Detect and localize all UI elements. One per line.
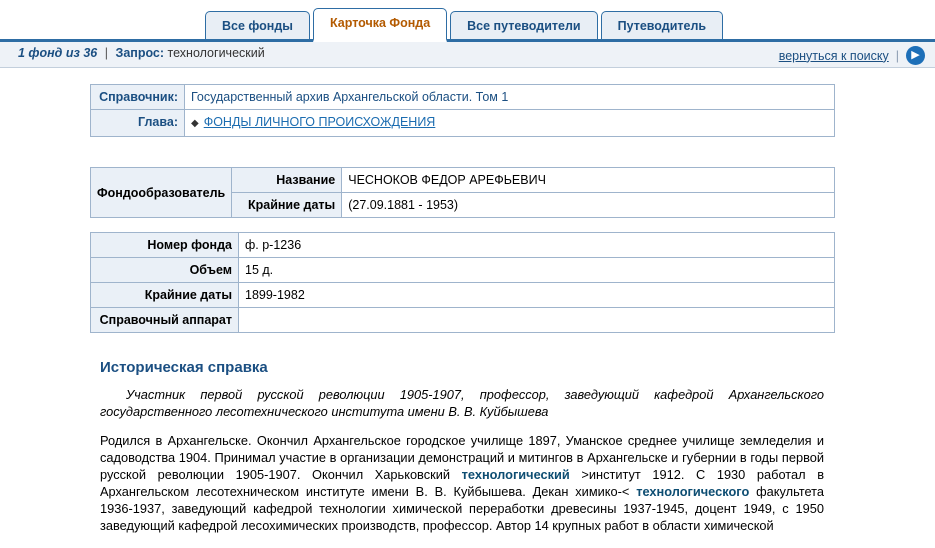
table-row-creator-name <box>91 168 835 193</box>
creator-dates-value: (27.09.1881 - 1953) <box>342 193 835 218</box>
result-count: 1 фонд из 36 <box>18 46 98 60</box>
tab-bar <box>0 0 935 42</box>
fund-apparatus-value <box>239 308 835 333</box>
fund-volume-label: Объем <box>91 258 239 283</box>
tab-list <box>205 8 723 39</box>
table-row-fund-dates <box>91 283 835 308</box>
creator-table <box>90 167 835 218</box>
fund-table <box>90 232 835 333</box>
reference-table <box>90 84 835 137</box>
back-to-search-link[interactable]: вернуться к поиску <box>778 48 889 63</box>
query-bar <box>0 42 935 68</box>
spacer-2 <box>90 218 885 232</box>
creator-label: Фондообразователь <box>91 168 232 218</box>
query-value: технологический <box>167 46 265 60</box>
chapter-label: Глава: <box>91 110 185 137</box>
bullet-icon: ◆ <box>191 118 199 129</box>
history-highlight-1: технологический <box>461 467 570 482</box>
backlink-separator: | <box>895 48 899 63</box>
tab-guide[interactable]: Путеводитель <box>601 11 723 39</box>
fund-number-label: Номер фонда <box>91 233 239 258</box>
tab-all-funds[interactable]: Все фонды <box>205 11 310 39</box>
creator-name-label: Название <box>232 168 342 193</box>
fund-dates-label: Крайние даты <box>91 283 239 308</box>
fund-apparatus-label: Справочный аппарат <box>91 308 239 333</box>
query-separator: | <box>104 46 108 60</box>
guide-label: Справочник: <box>91 85 185 110</box>
history-text-part1: Родился в Архангельске. Окончил Архангельское городское училище 1897, Уманское среднее училище земледелия и садоводства 1904. Принимал участие в организации демонстраций и митингов в Архангельске и губернии в годы первой русской революции 1905-1907. Окончил Харьковский <box>100 433 824 482</box>
history-lead: Участник первой русской революции 1905-1907, профессор, заведующий кафедрой Архангельского государственного лесотехнического института имени В. В. Куйбышева <box>100 387 824 419</box>
fund-dates-value: 1899-1982 <box>239 283 835 308</box>
history-text-part3: факультета 1936-1937, заведующий кафедрой технологии химической переработки древесины 1937-1945, доцент 1949, с 1950 заведующий кафедрой лесохимических производств, профессор. Автор 14 крупных работ в области химической <box>100 484 824 533</box>
table-row-fund-apparatus <box>91 308 835 333</box>
arrow-right-icon[interactable]: ▶ <box>906 46 925 65</box>
table-row-fund-volume <box>91 258 835 283</box>
history-body <box>90 386 825 534</box>
history-highlight-2: технологического <box>636 484 750 499</box>
back-to-search-area <box>779 46 925 65</box>
query-label: Запрос: <box>115 46 165 60</box>
fund-number-value: ф. р-1236 <box>239 233 835 258</box>
history-paragraph <box>100 432 824 534</box>
creator-name-value: ЧЕСНОКОВ ФЕДОР АРЕФЬЕВИЧ <box>342 168 835 193</box>
main-content <box>0 68 935 534</box>
spacer-1 <box>90 137 885 167</box>
table-row-chapter <box>91 110 835 137</box>
history-title: Историческая справка <box>100 359 268 376</box>
tab-all-guides[interactable]: Все путеводители <box>450 11 597 39</box>
table-row-fund-number <box>91 233 835 258</box>
guide-value: Государственный архив Архангельской области. Том 1 <box>191 90 509 104</box>
tab-fund-card[interactable]: Карточка Фонда <box>313 8 447 42</box>
history-text-part2: >институт 1912. С 1930 работал в Архангельском лесотехническом институте имени В. В. Куйбышева. Декан химико-< <box>100 467 824 499</box>
fund-volume-value: 15 д. <box>239 258 835 283</box>
table-row-guide <box>91 85 835 110</box>
creator-dates-label: Крайние даты <box>232 193 342 218</box>
chapter-link[interactable]: ФОНДЫ ЛИЧНОГО ПРОИСХОЖДЕНИЯ <box>203 115 436 129</box>
